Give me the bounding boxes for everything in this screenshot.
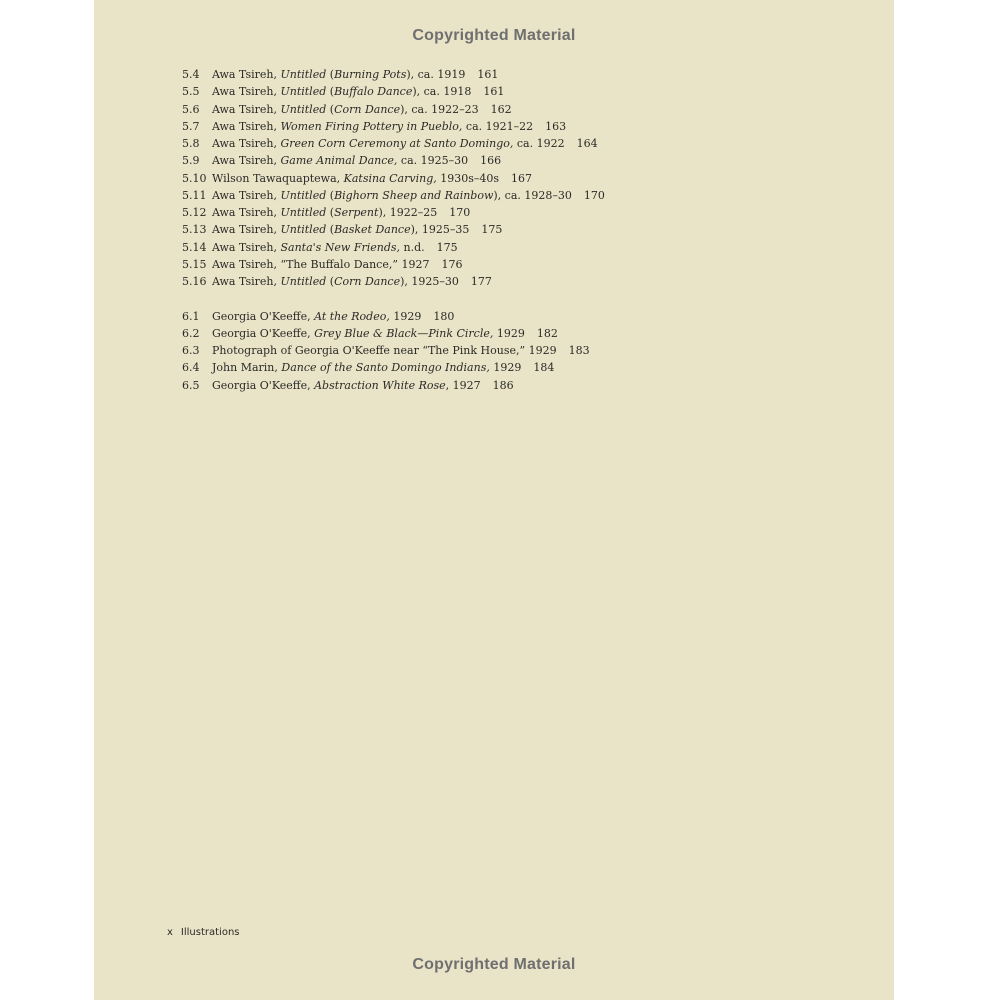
figure-page: 186 bbox=[492, 379, 514, 392]
figure-punct: ( bbox=[326, 189, 335, 202]
figure-caption bbox=[212, 256, 462, 273]
figure-caption bbox=[212, 342, 590, 359]
figure-creator: Awa Tsireh, bbox=[212, 68, 281, 81]
figure-subtitle: Buffalo Dance bbox=[334, 85, 413, 98]
figure-page: 180 bbox=[433, 310, 455, 323]
figure-caption bbox=[212, 308, 454, 325]
figure-date: ), ca. 1928–30 bbox=[493, 189, 572, 202]
figure-title: Katsina Carving, bbox=[343, 172, 437, 185]
figure-subtitle: Basket Dance bbox=[334, 223, 411, 236]
figure-caption bbox=[212, 187, 605, 204]
figure-subtitle: Serpent bbox=[334, 206, 379, 219]
figure-creator: Wilson Tawaquaptewa, bbox=[212, 172, 344, 185]
figure-subtitle: Burning Pots bbox=[334, 68, 407, 81]
figure-page: 184 bbox=[533, 361, 555, 374]
figure-number: 6.5 bbox=[182, 379, 200, 392]
figure-number: 5.10 bbox=[182, 172, 207, 185]
figure-caption bbox=[212, 377, 514, 394]
figure-number: 5.11 bbox=[182, 189, 207, 202]
figure-date: ), 1925–30 bbox=[400, 275, 459, 288]
figure-date: 1929 bbox=[493, 327, 525, 340]
figure-subtitle: Corn Dance bbox=[334, 275, 401, 288]
figure-page: 182 bbox=[536, 327, 558, 340]
figure-number: 6.1 bbox=[182, 310, 200, 323]
figure-number: 6.2 bbox=[182, 327, 200, 340]
page-footer bbox=[167, 927, 248, 938]
figure-creator: Georgia O'Keeffe, bbox=[212, 379, 315, 392]
figure-date: ca. 1921–22 bbox=[462, 120, 534, 133]
figure-punct: ( bbox=[326, 103, 335, 116]
figure-page: 170 bbox=[583, 189, 605, 202]
figure-creator: Awa Tsireh, bbox=[212, 137, 281, 150]
figure-page: 175 bbox=[436, 241, 458, 254]
figure-title: Dance of the Santo Domingo Indians, bbox=[281, 361, 490, 374]
figure-number: 5.8 bbox=[182, 137, 200, 150]
figure-subtitle: Corn Dance bbox=[334, 103, 401, 116]
figure-date: ca. 1925–30 bbox=[397, 154, 469, 167]
figure-creator: Awa Tsireh, bbox=[212, 85, 281, 98]
figure-caption bbox=[212, 273, 492, 290]
figure-number: 5.12 bbox=[182, 206, 207, 219]
figure-number: 5.6 bbox=[182, 103, 200, 116]
figure-date: “The Buffalo Dance,” 1927 bbox=[280, 258, 430, 271]
figure-date: ), 1925–35 bbox=[410, 223, 470, 236]
figure-caption bbox=[212, 221, 502, 238]
figure-date: 1929 bbox=[489, 361, 522, 374]
figure-creator: Awa Tsireh, bbox=[212, 189, 281, 202]
figure-creator: Photograph of Georgia O'Keeffe near bbox=[212, 344, 423, 357]
figure-title: Santa's New Friends, bbox=[280, 241, 401, 254]
figure-caption bbox=[212, 204, 470, 221]
figure-page: 175 bbox=[481, 223, 503, 236]
figure-page: 161 bbox=[477, 68, 499, 81]
watermark-top: Copyrighted Material bbox=[412, 27, 576, 44]
figure-date: ), 1922–25 bbox=[378, 206, 438, 219]
figure-page: 176 bbox=[441, 258, 463, 271]
figure-creator: John Marin, bbox=[212, 361, 282, 374]
figure-page: 164 bbox=[576, 137, 598, 150]
figure-number: 5.9 bbox=[182, 154, 200, 167]
figure-number: 5.14 bbox=[182, 241, 207, 254]
figure-caption bbox=[212, 135, 598, 152]
figure-subtitle: Bighorn Sheep and Rainbow bbox=[334, 189, 494, 202]
figure-number: 6.4 bbox=[182, 361, 200, 374]
figure-page: 161 bbox=[483, 85, 505, 98]
figure-caption bbox=[212, 325, 558, 342]
figure-creator: Awa Tsireh, bbox=[212, 223, 281, 236]
figure-page: 183 bbox=[568, 344, 590, 357]
figure-date: 1930s–40s bbox=[436, 172, 500, 185]
figure-creator: Awa Tsireh, bbox=[212, 206, 281, 219]
figure-caption bbox=[212, 239, 458, 256]
figure-caption bbox=[212, 66, 498, 83]
figure-title: Untitled bbox=[280, 85, 327, 98]
figure-date: “The Pink House,” 1929 bbox=[422, 344, 557, 357]
figure-title: Untitled bbox=[280, 68, 327, 81]
figure-date: 1929 bbox=[389, 310, 422, 323]
figure-creator: Georgia O'Keeffe, bbox=[212, 327, 315, 340]
figure-title: Grey Blue & Black—Pink Circle, bbox=[314, 327, 494, 340]
book-page bbox=[94, 0, 894, 1000]
figure-date: ), ca. 1919 bbox=[406, 68, 466, 81]
figure-title: At the Rodeo, bbox=[314, 310, 390, 323]
figure-creator: Awa Tsireh, bbox=[212, 275, 281, 288]
figure-title: Women Firing Pottery in Pueblo, bbox=[280, 120, 463, 133]
figure-date: ), ca. 1918 bbox=[412, 85, 472, 98]
figure-number: 5.16 bbox=[182, 275, 207, 288]
figure-creator: Awa Tsireh, bbox=[212, 258, 281, 271]
figure-number: 5.4 bbox=[182, 68, 200, 81]
figure-punct: ( bbox=[326, 68, 335, 81]
figure-punct: ( bbox=[326, 206, 335, 219]
figure-page: 162 bbox=[490, 103, 512, 116]
figure-page: 167 bbox=[511, 172, 533, 185]
figure-caption bbox=[212, 101, 512, 118]
figure-number: 6.3 bbox=[182, 344, 200, 357]
figure-title: Untitled bbox=[280, 223, 327, 236]
figure-number: 5.5 bbox=[182, 85, 200, 98]
figure-caption bbox=[212, 359, 554, 376]
figure-page: 163 bbox=[545, 120, 567, 133]
figure-caption bbox=[212, 118, 566, 135]
figure-page: 177 bbox=[470, 275, 492, 288]
figure-date: n.d. bbox=[400, 241, 425, 254]
figure-title: Untitled bbox=[280, 189, 327, 202]
page-number: x bbox=[167, 927, 173, 938]
figure-number: 5.7 bbox=[182, 120, 200, 133]
figure-creator: Awa Tsireh, bbox=[212, 154, 281, 167]
figure-number: 5.13 bbox=[182, 223, 207, 236]
figure-punct: ( bbox=[326, 275, 335, 288]
figure-title: Abstraction White Rose bbox=[314, 379, 446, 392]
figure-caption bbox=[212, 83, 504, 100]
figure-punct: ( bbox=[326, 85, 335, 98]
figure-page: 170 bbox=[449, 206, 471, 219]
figure-title: Green Corn Ceremony at Santo Domingo, bbox=[280, 137, 514, 150]
figure-creator: Awa Tsireh, bbox=[212, 103, 281, 116]
figure-title: Untitled bbox=[280, 206, 327, 219]
figure-creator: Georgia O'Keeffe, bbox=[212, 310, 315, 323]
figure-title: Game Animal Dance, bbox=[280, 154, 398, 167]
figure-number: 5.15 bbox=[182, 258, 207, 271]
figure-punct: ( bbox=[326, 223, 335, 236]
figure-date: , 1927 bbox=[445, 379, 481, 392]
running-footer: Illustrations bbox=[180, 927, 240, 938]
figure-caption bbox=[212, 152, 501, 169]
figure-title: Untitled bbox=[280, 275, 327, 288]
figure-date: ), ca. 1922–23 bbox=[400, 103, 479, 116]
figure-creator: Awa Tsireh, bbox=[212, 241, 281, 254]
figure-page: 166 bbox=[480, 154, 502, 167]
figure-date: ca. 1922 bbox=[513, 137, 565, 150]
figure-caption bbox=[212, 170, 532, 187]
watermark-bottom: Copyrighted Material bbox=[412, 956, 576, 973]
figure-creator: Awa Tsireh, bbox=[212, 120, 281, 133]
figure-title: Untitled bbox=[280, 103, 327, 116]
